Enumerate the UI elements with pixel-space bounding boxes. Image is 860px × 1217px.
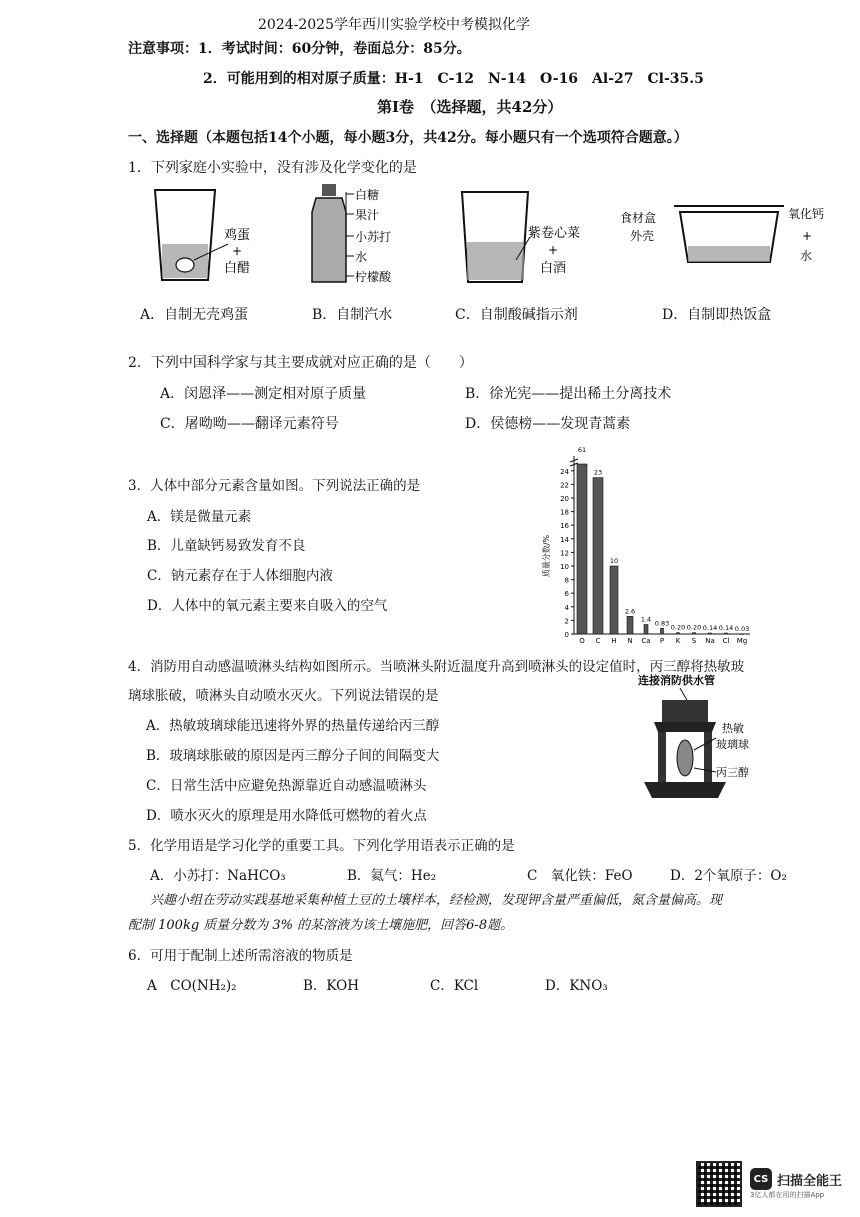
chart-ytick-label: 12 xyxy=(560,549,569,558)
chart-ytick-label: 6 xyxy=(564,590,569,599)
chart-data-label: 0.20 xyxy=(670,623,686,632)
chart-data-label: 61 xyxy=(577,446,587,454)
q5-option-b[interactable]: B．氦气：He₂ xyxy=(347,868,437,884)
chart-category-label: Na xyxy=(705,637,715,645)
q1-figures xyxy=(140,182,825,292)
chart-bar-C xyxy=(593,478,603,634)
q4-option-d[interactable]: D．喷水灭火的原理是用水降低可燃物的着火点 xyxy=(146,808,427,824)
chart-category-label: P xyxy=(659,637,665,645)
q1-stem: 1．下列家庭小实验中，没有涉及化学变化的是 xyxy=(128,160,417,176)
chart-data-label: 0.14 xyxy=(702,624,718,633)
q2-option-a[interactable]: A．闵恩泽——测定相对原子质量 xyxy=(160,386,367,402)
chart-category-label: H xyxy=(611,637,617,645)
intro-q6-8-line1: 兴趣小组在劳动实践基地采集种植土豆的土壤样本，经检测，发现钾含量严重偏低，氮含量偏高。现 xyxy=(150,893,723,908)
chart-bar-Ca xyxy=(644,624,648,634)
element-content-chart xyxy=(532,438,757,646)
fig-b-label-citric-acid: 柠檬酸 xyxy=(355,270,392,284)
q4-stem-line1: 4．消防用自动感温喷淋头结构如图所示。当喷淋头附近温度升高到喷淋头的设定值时，丙三醇将热敏玻 xyxy=(128,659,745,675)
sprinkler-label-glass: 玻璃球 xyxy=(716,738,749,751)
fig-d-plus: + xyxy=(802,229,813,243)
fig-d-label-shell: 外壳 xyxy=(630,229,655,243)
chart-bar-K xyxy=(677,633,680,634)
fig-b-bottle xyxy=(312,184,392,284)
scanner-watermark xyxy=(696,1161,842,1207)
chart-bar-O xyxy=(577,464,587,634)
chart-ytick-label: 8 xyxy=(564,576,569,585)
chart-data-label: 0.83 xyxy=(654,619,670,628)
chart-data-label: 1.4 xyxy=(640,615,652,624)
fig-d-label-box: 食材盒 xyxy=(620,211,657,225)
chart-data-label: 0.20 xyxy=(686,623,702,632)
chart-bar-Na xyxy=(709,633,712,634)
q6-option-d[interactable]: D．KNO₃ xyxy=(545,978,608,994)
q5-option-a[interactable]: A．小苏打：NaHCO₃ xyxy=(150,868,286,884)
q5-option-d[interactable]: D．2个氧原子：O₂ xyxy=(670,868,787,884)
sprinkler-label-pipe: 连接消防供水管 xyxy=(638,674,715,687)
chart-data-label: 0.14 xyxy=(718,624,734,633)
section-intro: 一、选择题（本题包括14个小题，每小题3分，共42分。每小题只有一个选项符合题意。） xyxy=(128,130,688,146)
fig-c-cup xyxy=(462,192,580,282)
fig-d-lunchbox xyxy=(620,206,824,263)
fig-a-plus: + xyxy=(232,244,243,258)
sprinkler-label-heat: 热敏 xyxy=(722,722,744,735)
chart-data-label: 10 xyxy=(609,557,619,565)
q6-option-c[interactable]: C．KCl xyxy=(430,978,479,994)
q3-option-b[interactable]: B．儿童缺钙易致发育不良 xyxy=(147,538,306,554)
chart-bar-N xyxy=(627,616,633,634)
fig-a-label-egg: 鸡蛋 xyxy=(224,228,251,243)
sprinkler-figure xyxy=(620,672,820,812)
fig-c-label-cabbage: 紫卷心菜 xyxy=(528,226,581,241)
chart-ytick-label: 2 xyxy=(564,617,569,626)
q3-stem: 3．人体中部分元素含量如图。下列说法正确的是 xyxy=(128,478,421,494)
chart-category-label: S xyxy=(691,637,697,645)
qr-code-icon xyxy=(696,1161,742,1207)
fig-c-plus: + xyxy=(548,243,559,257)
fig-a-label-vinegar: 白醋 xyxy=(224,261,251,276)
chart-category-label: C xyxy=(595,637,601,645)
q3-option-d[interactable]: D．人体中的氧元素主要来自吸入的空气 xyxy=(147,598,388,614)
q2-stem: 2．下列中国科学家与其主要成就对应正确的是（ ） xyxy=(128,355,473,371)
intro-q6-8-line2: 配制 100kg 质量分数为 3% 的某溶液为该土壤施肥，回答6-8题。 xyxy=(128,918,514,933)
chart-bar-Mg xyxy=(741,634,744,635)
chart-ytick-label: 24 xyxy=(560,467,569,476)
q6-option-b[interactable]: B．KOH xyxy=(303,978,359,994)
chart-category-label: Ca xyxy=(641,637,651,645)
fig-a-cup-egg xyxy=(155,190,250,280)
q1-option-d[interactable]: D．自制即热饭盒 xyxy=(662,307,772,323)
chart-ytick-label: 4 xyxy=(564,603,569,612)
fig-b-label-water: 水 xyxy=(355,250,368,264)
chart-ylabel: 质量分数/% xyxy=(542,534,551,578)
q2-option-b[interactable]: B．徐光宪——提出稀土分离技术 xyxy=(465,386,672,402)
note-time-score: 注意事项：1．考试时间：60分钟，卷面总分：85分。 xyxy=(128,41,471,57)
camscanner-logo-icon: CS xyxy=(750,1168,772,1190)
chart-data-label: 23 xyxy=(593,468,603,477)
q4-option-a[interactable]: A．热敏玻璃球能迅速将外界的热量传递给丙三醇 xyxy=(146,718,440,734)
chart-category-label: Cl xyxy=(722,637,730,645)
q4-option-c[interactable]: C．日常生活中应避免热源靠近自动感温喷淋头 xyxy=(146,778,427,794)
chart-bar-P xyxy=(661,628,664,634)
watermark-brand: 扫描全能王 xyxy=(776,1173,842,1189)
q4-option-b[interactable]: B．玻璃球胀破的原因是丙三醇分子间的间隔变大 xyxy=(146,748,440,764)
chart-bar-S xyxy=(693,633,696,634)
chart-ytick-label: 14 xyxy=(560,535,569,544)
q3-option-a[interactable]: A．镁是微量元素 xyxy=(147,509,252,525)
q6-stem: 6．可用于配制上述所需溶液的物质是 xyxy=(128,948,353,964)
fig-b-label-juice: 果汁 xyxy=(355,208,380,222)
chart-category-label: O xyxy=(579,637,585,645)
section-title: 第Ⅰ卷 （选择题，共42分） xyxy=(377,98,563,116)
q4-stem-line2: 璃球胀破，喷淋头自动喷水灭火。下列说法错误的是 xyxy=(128,688,439,704)
chart-data-label: 0.03 xyxy=(734,624,750,633)
chart-ytick-label: 18 xyxy=(560,508,569,517)
watermark-slogan: 3亿人都在用的扫描App xyxy=(749,1191,825,1199)
chart-category-label: K xyxy=(675,637,681,645)
fig-d-label-water: 水 xyxy=(800,249,813,263)
chart-ytick-label: 22 xyxy=(560,481,569,490)
note-atomic-mass: 2．可能用到的相对原子质量：H-1 C-12 N-14 O-16 Al-27 Cl-35.5 xyxy=(203,71,704,87)
chart-ytick-label: 0 xyxy=(564,631,569,639)
fig-b-label-sugar: 白糖 xyxy=(355,188,380,202)
q5-option-c[interactable]: C 氧化铁：FeO xyxy=(527,868,633,884)
chart-ytick-label: 16 xyxy=(560,522,569,531)
q5-stem: 5．化学用语是学习化学的重要工具。下列化学用语表示正确的是 xyxy=(128,838,515,854)
q6-option-a[interactable]: A CO(NH₂)₂ xyxy=(147,978,237,994)
q1-option-c[interactable]: C．自制酸碱指示剂 xyxy=(455,307,578,323)
q2-option-c[interactable]: C．屠呦呦——翻译元素符号 xyxy=(160,416,339,432)
chart-ytick-label: 20 xyxy=(560,495,569,503)
chart-ytick-label: 10 xyxy=(560,563,569,571)
sprinkler-label-glycerol: 丙三醇 xyxy=(716,766,749,779)
fig-b-label-baking-soda: 小苏打 xyxy=(355,230,392,244)
q1-option-a[interactable]: A．自制无壳鸡蛋 xyxy=(140,307,249,323)
chart-category-label: N xyxy=(627,637,633,645)
chart-data-label: 2.6 xyxy=(624,607,636,616)
q3-option-c[interactable]: C．钠元素存在于人体细胞内液 xyxy=(147,568,333,584)
chart-category-label: Mg xyxy=(736,637,748,645)
fig-c-label-liquor: 白酒 xyxy=(540,261,567,276)
exam-title: 2024-2025学年西川实验学校中考模拟化学 xyxy=(258,17,530,33)
fig-d-label-cao: 氧化钙 xyxy=(788,207,825,221)
q1-option-b[interactable]: B．自制汽水 xyxy=(312,307,393,323)
chart-bar-Cl xyxy=(725,633,728,634)
chart-bar-H xyxy=(610,566,618,634)
q2-option-d[interactable]: D．侯德榜——发现青蒿素 xyxy=(465,416,631,432)
